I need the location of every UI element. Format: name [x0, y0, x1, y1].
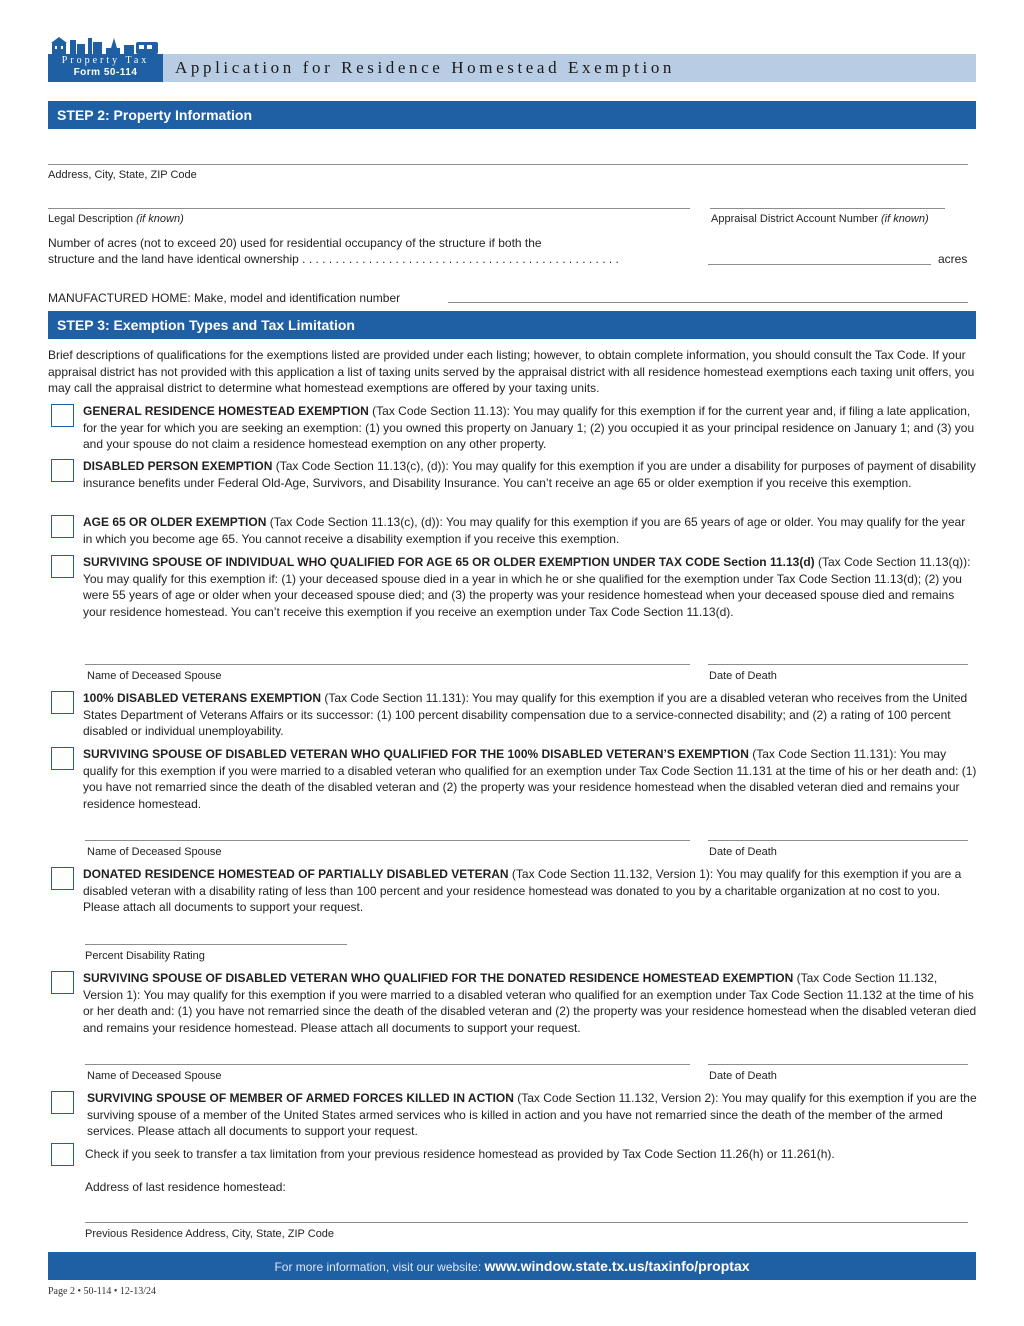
address-input-line[interactable]	[48, 164, 968, 165]
date-of-death-input-line-1[interactable]	[708, 664, 968, 665]
surviving-spouse-donated-text: SURVIVING SPOUSE OF DISABLED VETERAN WHO QUALIFIED FOR THE DONATED RESIDENCE HOMESTEAD EXEMPTION (Tax Code Section 11.132, Version 1): You may qualify for this exemption if you were married to a disabled veteran who qualified for an exemption under Tax Code Section 11.132 at the time of his or her death and: (1) you have not remarried since the death of the disabled veteran and (2) the property was your residence homestead when the disabled veteran died and remains your residence homestead. Please attach all documents to support your request.	[83, 971, 977, 1035]
age-65-checkbox[interactable]	[51, 515, 74, 538]
tx-comptroller-logo	[48, 36, 163, 82]
armed-forces-kia-text: SURVIVING SPOUSE OF MEMBER OF ARMED FORCES KILLED IN ACTION (Tax Code Section 11.132, Version 2): You may qualify for this exemption if you are the surviving spouse of a member of the United States armed services who is killed in action and you have not remarried since the death of the member of the armed services. Please attach all documents to support your request.	[87, 1091, 977, 1138]
footer-text: For more information, visit our website:	[274, 1260, 485, 1274]
deceased-spouse-input-line-2[interactable]	[85, 840, 690, 841]
manufactured-home-label: MANUFACTURED HOME: Make, model and identification number	[48, 291, 401, 305]
disabled-person-text: DISABLED PERSON EXEMPTION (Tax Code Section 11.13(c), (d)): You may qualify for this exemption if you are under a disability for purposes of payment of disability insurance benefits under Federal Old-Age, Survivors, and Disability Insurance. You can’t receive an age 65 or older exemption if you receive this exemption.	[83, 459, 976, 490]
step3-heading: STEP 3: Exemption Types and Tax Limitation	[48, 311, 976, 339]
manufactured-home-input-line[interactable]	[448, 302, 968, 303]
age-65-text: AGE 65 OR OLDER EXEMPTION (Tax Code Section 11.13(c), (d)): You may qualify for this exemption if you are 65 years of age or older. You may qualify for the year in which you become age 65. You cannot receive a disability exemption if you receive this exemption.	[83, 515, 966, 546]
acres-text-line2: structure and the land have identical ownership . . . . . . . . . . . . . . . . . . . . . . . . . . . . . . . . . . . . . . . . . . . . . . . .	[48, 252, 619, 266]
deceased-spouse-label-3: Name of Deceased Spouse	[87, 1070, 222, 1082]
donated-homestead-checkbox[interactable]	[51, 867, 74, 890]
donated-homestead-text: DONATED RESIDENCE HOMESTEAD OF PARTIALLY DISABLED VETERAN (Tax Code Section 11.132, Version 1): You may qualify for this exemption if you are a disabled veteran with a disability rating of less than 100 percent and your residence homestead was donated to you by a charitable organization at no cost to you. Please attach all documents to support your request.	[83, 867, 962, 914]
percent-disability-label: Percent Disability Rating	[85, 950, 205, 962]
acres-text-line1: Number of acres (not to exceed 20) used for residential occupancy of the structure if both the	[48, 236, 542, 250]
previous-address-input-line[interactable]	[85, 1222, 968, 1223]
general-homestead-text: GENERAL RESIDENCE HOMESTEAD EXEMPTION (Tax Code Section 11.13): You may qualify for this exemption if for the current year and, if filing a late application, for the year for which you are seeking an exemption: (1) you owned this property on January 1; (2) you occupied it as your principal residence on January 1; and (3) you and your spouse do not claim a residence homestead exemption on any other property.	[83, 404, 975, 451]
transfer-limitation-checkbox[interactable]	[51, 1143, 74, 1166]
form-number: Form 50-114	[73, 67, 138, 78]
account-number-input-line[interactable]	[710, 208, 945, 209]
date-of-death-label-3: Date of Death	[709, 1070, 777, 1082]
date-of-death-label-1: Date of Death	[709, 670, 777, 682]
step2-heading: STEP 2: Property Information	[48, 101, 976, 129]
surviving-spouse-65-text: SURVIVING SPOUSE OF INDIVIDUAL WHO QUALIFIED FOR AGE 65 OR OLDER EXEMPTION UNDER TAX CODE Section 11.13(d) (Tax Code Section 11.13(q)): You may qualify for this exemption if: (1) your deceased spouse died in a year in which he or she qualified for the exemption under Tax Code Section 11.13(d); (2) you were 55 years of age or older when your deceased spouse died; and (3) the property was your residence homestead when your deceased spouse died and remains your residence homestead. You can’t receive this exemption if you receive an exemption under Tax Code Section 11.13(d).	[83, 555, 971, 619]
legal-description-input-line[interactable]	[48, 208, 690, 209]
legal-description-label: Legal Description (if known)	[48, 213, 184, 225]
buildings-icon	[48, 36, 163, 56]
percent-disability-input-line[interactable]	[85, 944, 347, 945]
deceased-spouse-label-1: Name of Deceased Spouse	[87, 670, 222, 682]
deceased-spouse-label-2: Name of Deceased Spouse	[87, 846, 222, 858]
transfer-limitation-text: Check if you seek to transfer a tax limitation from your previous residence homestead as provided by Tax Code Section 11.26(h) or 11.261(h).	[85, 1147, 835, 1161]
disabled-veteran-100-checkbox[interactable]	[51, 691, 74, 714]
dept-label: Property Tax	[61, 55, 150, 66]
date-of-death-input-line-3[interactable]	[708, 1064, 968, 1065]
footer-bar	[48, 1252, 976, 1280]
surviving-spouse-dv100-text: SURVIVING SPOUSE OF DISABLED VETERAN WHO QUALIFIED FOR THE 100% DISABLED VETERAN’S EXEMPTION (Tax Code Section 11.131): You may qualify for this exemption if you were married to a disabled veteran who qualified for an exemption under Tax Code Section 11.131 at the time of his or her death and: (1) you have not remarried since the death of the disabled veteran and (2) the property was your residence homestead when the disabled veteran died and remains your residence homestead.	[83, 747, 977, 811]
website-link[interactable]: www.window.state.tx.us/taxinfo/proptax	[484, 1258, 750, 1274]
page-title: Application for Residence Homestead Exemption	[175, 58, 676, 77]
acres-input-line[interactable]	[708, 264, 931, 265]
surviving-spouse-65-checkbox[interactable]	[51, 555, 74, 578]
armed-forces-kia-checkbox[interactable]	[51, 1091, 74, 1114]
general-homestead-checkbox[interactable]	[51, 404, 74, 427]
disabled-veteran-100-text: 100% DISABLED VETERANS EXEMPTION (Tax Code Section 11.131): You may qualify for this exemption if you are a disabled veteran who receives from the United States Department of Veterans Affairs or its successor: (1) 100 percent disability compensation due to a service-connected disability; and (2) a rating of 100 percent disabled or individual unemployability.	[83, 691, 968, 738]
address-label: Address, City, State, ZIP Code	[48, 169, 197, 181]
page-number: Page 2 • 50-114 • 12-13/24	[48, 1286, 157, 1297]
deceased-spouse-input-line-1[interactable]	[85, 664, 690, 665]
header-band	[163, 54, 976, 82]
last-address-label: Address of last residence homestead:	[85, 1180, 286, 1194]
previous-address-label: Previous Residence Address, City, State, ZIP Code	[85, 1228, 335, 1240]
deceased-spouse-input-line-3[interactable]	[85, 1064, 690, 1065]
disabled-person-checkbox[interactable]	[51, 459, 74, 482]
surviving-spouse-donated-checkbox[interactable]	[51, 971, 74, 994]
step3-intro: Brief descriptions of qualifications for the exemptions listed are provided under each listing; however, to obtain complete information, you should consult the Tax Code. If your appraisal district has not provided with this application a list of taxing units served by the appraisal district with all residence homestead exemptions each taxing unit offers, you may call the appraisal district to determine what homestead exemptions are offered by your taxing units.	[48, 348, 975, 395]
surviving-spouse-dv100-checkbox[interactable]	[51, 747, 74, 770]
form-tab	[48, 54, 163, 82]
date-of-death-input-line-2[interactable]	[708, 840, 968, 841]
account-number-label: Appraisal District Account Number (if known)	[711, 213, 929, 225]
date-of-death-label-2: Date of Death	[709, 846, 777, 858]
acres-unit: acres	[938, 252, 968, 266]
